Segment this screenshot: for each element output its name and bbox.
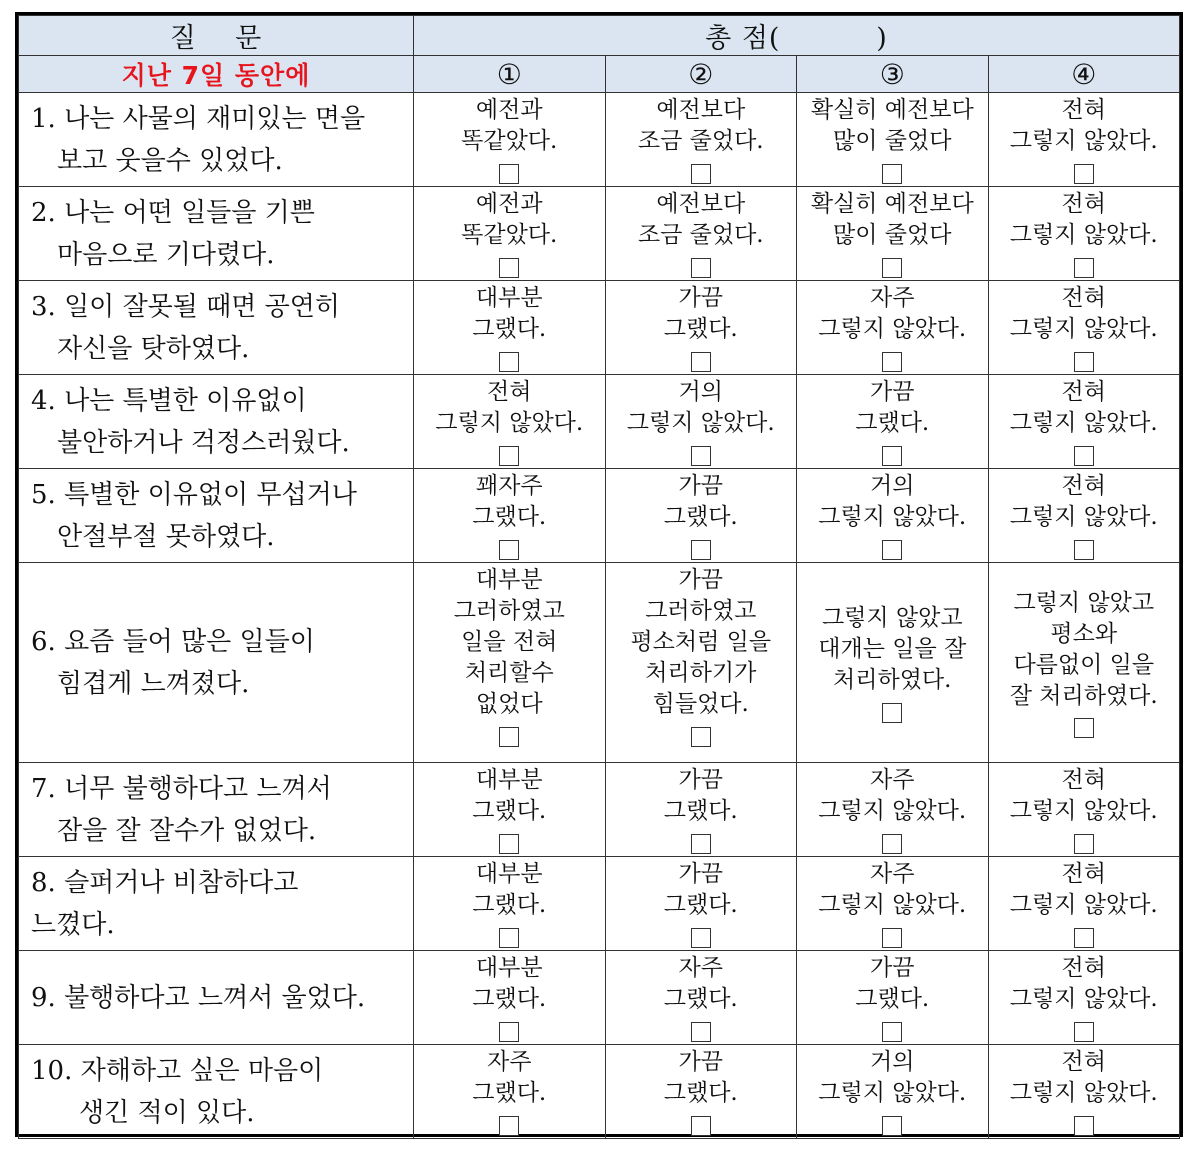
- answer-text: 전혀: [487, 379, 532, 405]
- answer-checkbox[interactable]: [499, 727, 519, 747]
- answer-text: 그랬다.: [663, 798, 738, 824]
- question-row: [19, 93, 1180, 187]
- answer-option-2: [605, 951, 797, 1045]
- answer-option-3: [797, 281, 989, 375]
- period-label: 지난 7일 동안에: [19, 56, 414, 93]
- question-line-1: 6. 요즘 들어 많은 일들이: [31, 626, 315, 657]
- question-text: [19, 93, 414, 187]
- question-row: [19, 763, 1180, 857]
- checkbox-wrapper: [797, 345, 988, 373]
- answer-option-4: [988, 563, 1180, 763]
- answer-text: 전혀: [1061, 473, 1106, 499]
- answer-text: 가끔: [678, 567, 723, 593]
- checkbox-wrapper: [606, 921, 797, 949]
- answer-checkbox[interactable]: [882, 703, 902, 723]
- answer-option-3: [797, 469, 989, 563]
- answer-text: 가끔: [678, 473, 723, 499]
- answer-text: 그랬다.: [472, 504, 547, 530]
- answer-checkbox[interactable]: [882, 164, 902, 184]
- checkbox-wrapper: [606, 827, 797, 855]
- answer-text: 가끔: [678, 861, 723, 887]
- answer-text: 그러하였고: [453, 598, 565, 624]
- question-text: [19, 951, 414, 1045]
- answer-text: 그랬다.: [855, 986, 930, 1012]
- answer-text: 똑같았다.: [461, 128, 558, 154]
- question-line-1: 1. 나는 사물의 재미있는 면을: [31, 103, 366, 134]
- answer-checkbox[interactable]: [691, 446, 711, 466]
- answer-text: 대개는 일을 잘: [818, 636, 967, 662]
- answer-text: 전혀: [1061, 285, 1106, 311]
- question-line-2: 힘겹게 느껴졌다.: [57, 668, 250, 699]
- answer-option-2: [605, 763, 797, 857]
- answer-text: 거의: [870, 473, 915, 499]
- answer-checkbox[interactable]: [1074, 352, 1094, 372]
- question-line-1: 4. 나는 특별한 이유없이: [31, 385, 307, 416]
- answer-text: 자주: [870, 767, 915, 793]
- answer-text: 대부분: [475, 955, 543, 981]
- answer-text: 예전과: [475, 191, 543, 217]
- question-text: [19, 857, 414, 951]
- answer-text: 많이 줄었다: [833, 222, 952, 248]
- answer-checkbox[interactable]: [691, 928, 711, 948]
- answer-text: 평소와: [1050, 620, 1118, 647]
- question-row: [19, 281, 1180, 375]
- answer-option-3: [797, 857, 989, 951]
- question-line-1: 9. 불행하다고 느껴서 울었다.: [31, 982, 366, 1013]
- question-line-2: 느꼈다.: [31, 909, 115, 940]
- checkbox-wrapper: [414, 720, 605, 748]
- question-line-1: 7. 너무 불행하다고 느껴서: [31, 773, 332, 804]
- option-header-1: ①: [414, 56, 606, 93]
- answer-option-4: [988, 375, 1180, 469]
- answer-text: 대부분: [475, 767, 543, 793]
- answer-text: 그랬다.: [663, 316, 738, 342]
- answer-text: 그러하였고: [645, 598, 757, 624]
- question-line-1: 10. 자해하고 싶은 마음이: [31, 1055, 324, 1086]
- checkbox-wrapper: [414, 439, 605, 467]
- answer-checkbox[interactable]: [691, 834, 711, 854]
- answer-option-2: [605, 857, 797, 951]
- answer-checkbox[interactable]: [499, 928, 519, 948]
- answer-text: 그랬다.: [472, 892, 547, 918]
- answer-checkbox[interactable]: [882, 352, 902, 372]
- answer-checkbox[interactable]: [882, 1116, 902, 1136]
- answer-option-3: [797, 1045, 989, 1139]
- answer-checkbox[interactable]: [1074, 718, 1094, 738]
- answer-text: 그랬다.: [472, 798, 547, 824]
- answer-text: 자주: [870, 861, 915, 887]
- answer-text: 그랬다.: [663, 986, 738, 1012]
- question-line-2: 불안하거나 걱정스러웠다.: [57, 427, 350, 458]
- answer-option-1: [414, 469, 606, 563]
- answer-text: 대부분: [475, 567, 543, 593]
- answer-text: 조금 줄었다.: [637, 128, 764, 154]
- question-text: [19, 1045, 414, 1139]
- answer-option-2: [605, 469, 797, 563]
- answer-text: 전혀: [1061, 861, 1106, 887]
- question-text: [19, 375, 414, 469]
- question-text: [19, 563, 414, 763]
- answer-option-1: [414, 563, 606, 763]
- checkbox-wrapper: [797, 251, 988, 279]
- question-row: [19, 563, 1180, 763]
- question-rows: [19, 93, 1180, 1139]
- answer-checkbox[interactable]: [882, 1022, 902, 1042]
- checkbox-wrapper: [797, 1109, 988, 1137]
- checkbox-wrapper: [989, 251, 1180, 279]
- answer-option-2: [605, 187, 797, 281]
- question-row: [19, 1045, 1180, 1139]
- answer-text: 처리하기가: [645, 660, 757, 686]
- checkbox-wrapper: [606, 1015, 797, 1043]
- answer-checkbox[interactable]: [499, 1022, 519, 1042]
- question-line-1: 8. 슬퍼거나 비참하다고: [31, 867, 299, 898]
- answer-checkbox[interactable]: [691, 540, 711, 560]
- answer-checkbox[interactable]: [691, 164, 711, 184]
- checkbox-wrapper: [797, 157, 988, 185]
- answer-text: 거의: [870, 1049, 915, 1075]
- answer-checkbox[interactable]: [1074, 164, 1094, 184]
- answer-checkbox[interactable]: [882, 928, 902, 948]
- answer-option-2: [605, 281, 797, 375]
- answer-checkbox[interactable]: [499, 258, 519, 278]
- answer-checkbox[interactable]: [499, 834, 519, 854]
- checkbox-wrapper: [606, 1109, 797, 1137]
- answer-text: 다름없이 일을: [1013, 651, 1155, 678]
- checkbox-wrapper: [606, 533, 797, 561]
- questionnaire-table: [18, 15, 1180, 1139]
- checkbox-wrapper: [414, 345, 605, 373]
- option-header-4: ④: [988, 56, 1180, 93]
- answer-text: 그렇지 않았다.: [1009, 410, 1158, 436]
- checkbox-wrapper: [989, 921, 1180, 949]
- answer-text: 처리하였다.: [833, 667, 952, 693]
- answer-text: 그렇지 않았다.: [818, 892, 967, 918]
- checkbox-wrapper: [414, 1109, 605, 1137]
- answer-checkbox[interactable]: [691, 352, 711, 372]
- answer-text: 그랬다.: [855, 410, 930, 436]
- answer-option-2: [605, 1045, 797, 1139]
- answer-option-1: [414, 951, 606, 1045]
- answer-text: 대부분: [475, 861, 543, 887]
- answer-checkbox[interactable]: [1074, 1116, 1094, 1136]
- question-text: [19, 469, 414, 563]
- answer-option-1: [414, 857, 606, 951]
- answer-text: 힘들었다.: [652, 691, 749, 717]
- answer-text: 그랬다.: [663, 504, 738, 530]
- answer-text: 그렇지 않았다.: [1009, 798, 1158, 824]
- question-row: [19, 469, 1180, 563]
- answer-text: 그렇지 않았다.: [1009, 892, 1158, 918]
- answer-checkbox[interactable]: [882, 446, 902, 466]
- answer-text: 처리할수: [464, 660, 554, 686]
- answer-text: 그렇지 않았다.: [1009, 316, 1158, 342]
- answer-text: 예전과: [475, 97, 543, 123]
- answer-checkbox[interactable]: [499, 446, 519, 466]
- answer-option-1: [414, 375, 606, 469]
- checkbox-wrapper: [606, 157, 797, 185]
- answer-text: 그렇지 않았고: [821, 605, 963, 631]
- subheader-row: [19, 56, 1180, 93]
- answer-text: 자주: [678, 955, 723, 981]
- answer-checkbox[interactable]: [1074, 834, 1094, 854]
- answer-text: 가끔: [870, 379, 915, 405]
- total-score-header: 총 점( ): [414, 16, 1180, 56]
- question-text: [19, 281, 414, 375]
- answer-option-1: [414, 281, 606, 375]
- answer-option-3: [797, 951, 989, 1045]
- checkbox-wrapper: [989, 157, 1180, 185]
- answer-text: 그렇지 않았다.: [1009, 986, 1158, 1012]
- checkbox-wrapper: [414, 921, 605, 949]
- answer-text: 거의: [678, 379, 723, 405]
- answer-text: 그렇지 않았고: [1013, 589, 1155, 616]
- answer-text: 그렇지 않았다.: [626, 410, 775, 436]
- checkbox-wrapper: [989, 827, 1180, 855]
- answer-text: 그렇지 않았다.: [1009, 1080, 1158, 1106]
- answer-option-3: [797, 763, 989, 857]
- answer-option-1: [414, 187, 606, 281]
- answer-text: 전혀: [1061, 191, 1106, 217]
- answer-text: 그렇지 않았다.: [1009, 504, 1158, 530]
- question-line-2: 잠을 잘 잘수가 없었다.: [57, 815, 317, 846]
- answer-checkbox[interactable]: [882, 258, 902, 278]
- question-column-header: 질 문: [19, 16, 414, 56]
- checkbox-wrapper: [414, 157, 605, 185]
- answer-text: 일을 전혀: [461, 629, 558, 655]
- answer-checkbox[interactable]: [1074, 1022, 1094, 1042]
- answer-text: 확실히 예전보다: [810, 97, 974, 123]
- option-header-3: ③: [797, 56, 989, 93]
- answer-text: 그렇지 않았다.: [1009, 222, 1158, 248]
- answer-checkbox[interactable]: [882, 834, 902, 854]
- answer-text: 가끔: [678, 285, 723, 311]
- answer-text: 평소처럼 일을: [630, 629, 772, 655]
- answer-text: 그랬다.: [472, 316, 547, 342]
- checkbox-wrapper: [606, 345, 797, 373]
- answer-option-1: [414, 93, 606, 187]
- answer-text: 전혀: [1061, 1049, 1106, 1075]
- checkbox-wrapper: [414, 827, 605, 855]
- checkbox-wrapper: [797, 696, 988, 724]
- checkbox-wrapper: [414, 251, 605, 279]
- checkbox-wrapper: [797, 827, 988, 855]
- answer-text: 예전보다: [656, 97, 746, 123]
- answer-option-4: [988, 93, 1180, 187]
- answer-text: 그랬다.: [472, 986, 547, 1012]
- answer-option-4: [988, 857, 1180, 951]
- answer-text: 그랬다.: [663, 892, 738, 918]
- answer-text: 예전보다: [656, 191, 746, 217]
- answer-text: 그랬다.: [663, 1080, 738, 1106]
- checkbox-wrapper: [989, 1109, 1180, 1137]
- header-row: [19, 16, 1180, 56]
- answer-checkbox[interactable]: [499, 1116, 519, 1136]
- answer-text: 확실히 예전보다: [810, 191, 974, 217]
- answer-text: 많이 줄었다: [833, 128, 952, 154]
- checkbox-wrapper: [989, 439, 1180, 467]
- answer-checkbox[interactable]: [1074, 258, 1094, 278]
- answer-checkbox[interactable]: [1074, 928, 1094, 948]
- answer-text: 그렇지 않았다.: [818, 504, 967, 530]
- question-row: [19, 857, 1180, 951]
- answer-text: 전혀: [1061, 955, 1106, 981]
- question-row: [19, 951, 1180, 1045]
- answer-text: 그렇지 않았다.: [435, 410, 584, 436]
- question-line-2: 생긴 적이 있다.: [79, 1097, 255, 1128]
- answer-text: 조금 줄었다.: [637, 222, 764, 248]
- checkbox-wrapper: [606, 439, 797, 467]
- question-line-2: 자신을 탓하였다.: [57, 333, 250, 364]
- answer-text: 가끔: [870, 955, 915, 981]
- answer-text: 자주: [487, 1049, 532, 1075]
- checkbox-wrapper: [414, 1015, 605, 1043]
- answer-option-4: [988, 469, 1180, 563]
- answer-text: 꽤자주: [475, 473, 543, 499]
- answer-checkbox[interactable]: [691, 1022, 711, 1042]
- question-line-2: 보고 웃을수 있었다.: [57, 145, 283, 176]
- answer-text: 없었다: [475, 691, 543, 717]
- answer-text: 전혀: [1061, 379, 1106, 405]
- checkbox-wrapper: [989, 1015, 1180, 1043]
- answer-text: 전혀: [1061, 767, 1106, 793]
- answer-text: 그렇지 않았다.: [818, 798, 967, 824]
- answer-checkbox[interactable]: [1074, 446, 1094, 466]
- checkbox-wrapper: [989, 345, 1180, 373]
- answer-checkbox[interactable]: [1074, 540, 1094, 560]
- answer-text: 전혀: [1061, 97, 1106, 123]
- answer-option-1: [414, 763, 606, 857]
- question-text: [19, 763, 414, 857]
- answer-option-3: [797, 563, 989, 763]
- checkbox-wrapper: [797, 533, 988, 561]
- answer-checkbox[interactable]: [499, 352, 519, 372]
- checkbox-wrapper: [989, 533, 1180, 561]
- answer-checkbox[interactable]: [691, 258, 711, 278]
- answer-option-4: [988, 951, 1180, 1045]
- answer-checkbox[interactable]: [499, 540, 519, 560]
- question-line-2: 안절부절 못하였다.: [57, 521, 275, 552]
- answer-checkbox[interactable]: [499, 164, 519, 184]
- answer-text: 가끔: [678, 1049, 723, 1075]
- answer-option-4: [988, 1045, 1180, 1139]
- question-line-1: 3. 일이 잘못될 때면 공연히: [31, 291, 341, 322]
- question-text: [19, 187, 414, 281]
- answer-option-2: [605, 563, 797, 763]
- checkbox-wrapper: [797, 439, 988, 467]
- answer-checkbox[interactable]: [691, 1116, 711, 1136]
- answer-text: 자주: [870, 285, 915, 311]
- questionnaire-sheet: [15, 12, 1183, 1137]
- answer-text: 그랬다.: [472, 1080, 547, 1106]
- answer-option-2: [605, 375, 797, 469]
- option-header-2: ②: [605, 56, 797, 93]
- answer-option-3: [797, 93, 989, 187]
- checkbox-wrapper: [797, 1015, 988, 1043]
- checkbox-wrapper: [989, 712, 1180, 740]
- checkbox-wrapper: [606, 720, 797, 748]
- checkbox-wrapper: [414, 533, 605, 561]
- answer-option-2: [605, 93, 797, 187]
- question-line-1: 5. 특별한 이유없이 무섭거나: [31, 479, 357, 510]
- question-row: [19, 375, 1180, 469]
- answer-option-3: [797, 375, 989, 469]
- answer-option-3: [797, 187, 989, 281]
- answer-text: 똑같았다.: [461, 222, 558, 248]
- answer-checkbox[interactable]: [882, 540, 902, 560]
- checkbox-wrapper: [797, 921, 988, 949]
- question-row: [19, 187, 1180, 281]
- answer-text: 그렇지 않았다.: [818, 1080, 967, 1106]
- answer-text: 그렇지 않았다.: [818, 316, 967, 342]
- answer-option-4: [988, 281, 1180, 375]
- answer-text: 잘 처리하였다.: [1009, 682, 1158, 709]
- answer-text: 그렇지 않았다.: [1009, 128, 1158, 154]
- checkbox-wrapper: [606, 251, 797, 279]
- answer-option-4: [988, 187, 1180, 281]
- answer-option-4: [988, 763, 1180, 857]
- question-line-2: 마음으로 기다렸다.: [57, 239, 275, 270]
- answer-option-1: [414, 1045, 606, 1139]
- answer-text: 대부분: [475, 285, 543, 311]
- answer-text: 가끔: [678, 767, 723, 793]
- question-line-1: 2. 나는 어떤 일들을 기쁜: [31, 197, 315, 228]
- answer-checkbox[interactable]: [691, 727, 711, 747]
